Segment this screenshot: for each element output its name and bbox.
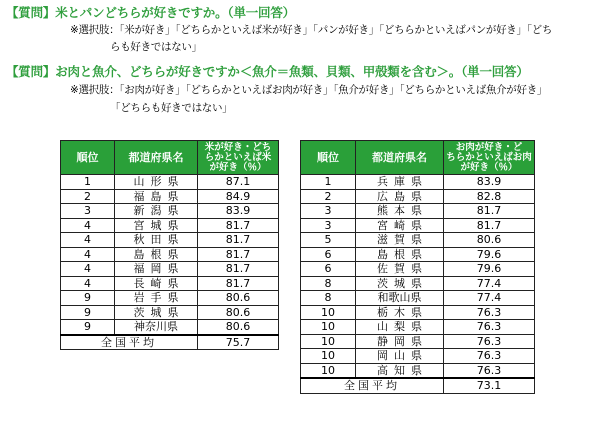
- percent-cell: 76.3: [444, 305, 535, 320]
- prefecture-cell: 兵庫県: [356, 175, 444, 190]
- table-row: [301, 320, 535, 335]
- prefecture-cell: 島根県: [115, 247, 198, 262]
- prefecture-cell: 高知県: [356, 363, 444, 378]
- percent-cell: 80.6: [198, 320, 279, 335]
- table-row: [61, 291, 279, 306]
- prefecture-cell: 静岡県: [356, 334, 444, 349]
- rank-cell: 10: [301, 320, 356, 335]
- rank-cell: 10: [301, 363, 356, 378]
- rank-header: 順位: [301, 141, 356, 175]
- percent-cell: 81.7: [198, 276, 279, 291]
- rank-cell: 3: [301, 204, 356, 219]
- prefecture-cell: 福岡県: [115, 262, 198, 277]
- rank-cell: 1: [61, 175, 115, 190]
- national-average-label: 全国平均: [301, 378, 444, 393]
- table-row: [301, 276, 535, 291]
- table-row: [301, 189, 535, 204]
- percent-cell: 76.3: [444, 349, 535, 364]
- table-row: [61, 320, 279, 335]
- question-1-options-line2: らも好きではない」: [110, 41, 202, 53]
- percent-header: [198, 141, 279, 175]
- rank-cell: 9: [61, 305, 115, 320]
- prefecture-cell: 山形県: [115, 175, 198, 190]
- rank-cell: 4: [61, 233, 115, 248]
- rank-cell: 8: [301, 276, 356, 291]
- percent-cell: 81.7: [198, 247, 279, 262]
- national-average-label: 全国平均: [61, 335, 198, 350]
- rank-cell: 9: [61, 291, 115, 306]
- table-row: [61, 233, 279, 248]
- rank-cell: 4: [61, 262, 115, 277]
- percent-cell: 81.7: [198, 218, 279, 233]
- prefecture-cell: 広島県: [356, 189, 444, 204]
- rank-cell: 6: [301, 262, 356, 277]
- percent-header-line2: らかといえば米: [204, 151, 272, 163]
- question-2-title: 【質問】お肉と魚介、どちらが好きですか＜魚介＝魚類、貝類、甲殻類を含む＞。（単一回答）: [6, 64, 529, 79]
- table-row: [301, 175, 535, 190]
- rank-cell: 2: [301, 189, 356, 204]
- percent-cell: 82.8: [444, 189, 535, 204]
- table-row: [61, 175, 279, 190]
- percent-cell: 81.7: [444, 218, 535, 233]
- percent-cell: 80.6: [444, 233, 535, 248]
- percent-cell: 76.3: [444, 363, 535, 378]
- percent-header-line2: ちらかといえばお肉: [446, 151, 532, 163]
- table-row: [301, 247, 535, 262]
- percent-header-line1: 米が好き・どち: [204, 141, 272, 153]
- table-row: [301, 262, 535, 277]
- rank-cell: 6: [301, 247, 356, 262]
- percent-cell: 81.7: [198, 262, 279, 277]
- percent-cell: 77.4: [444, 291, 535, 306]
- table-row: [301, 291, 535, 306]
- rice-ranking-table: [60, 140, 279, 350]
- prefecture-cell: 茨城県: [115, 305, 198, 320]
- table-row: [301, 204, 535, 219]
- question-2-options-line2: 「どちらも好きではない」: [110, 102, 233, 114]
- prefecture-cell: 熊本県: [356, 204, 444, 219]
- table-row: [61, 189, 279, 204]
- prefecture-cell: 佐賀県: [356, 262, 444, 277]
- percent-header-line3: が好き（％）: [460, 161, 518, 173]
- percent-header: [444, 141, 535, 175]
- table-row: [301, 218, 535, 233]
- percent-header-line3: が好き（％）: [209, 161, 267, 173]
- national-average-value: 73.1: [444, 378, 535, 393]
- table-header-row: [61, 141, 279, 175]
- prefecture-cell: 山梨県: [356, 320, 444, 335]
- percent-cell: 76.3: [444, 334, 535, 349]
- prefecture-header: 都道府県名: [356, 141, 444, 175]
- table-row: [61, 247, 279, 262]
- table-row: [301, 233, 535, 248]
- prefecture-cell: 福島県: [115, 189, 198, 204]
- national-average-row: [61, 335, 279, 350]
- table-row: [61, 218, 279, 233]
- rank-cell: 2: [61, 189, 115, 204]
- percent-cell: 80.6: [198, 305, 279, 320]
- rank-cell: 10: [301, 334, 356, 349]
- table-row: [61, 204, 279, 219]
- percent-cell: 81.7: [444, 204, 535, 219]
- prefecture-cell: 岡山県: [356, 349, 444, 364]
- rank-cell: 10: [301, 349, 356, 364]
- table-row: [61, 305, 279, 320]
- prefecture-cell: 宮崎県: [356, 218, 444, 233]
- prefecture-header: 都道府県名: [115, 141, 198, 175]
- rank-cell: 3: [61, 204, 115, 219]
- prefecture-cell: 栃木県: [356, 305, 444, 320]
- prefecture-cell: 岩手県: [115, 291, 198, 306]
- rice-table-body: [61, 175, 279, 350]
- meat-ranking-table: [300, 140, 535, 394]
- percent-cell: 84.9: [198, 189, 279, 204]
- prefecture-cell: 茨城県: [356, 276, 444, 291]
- rank-cell: 5: [301, 233, 356, 248]
- percent-cell: 79.6: [444, 247, 535, 262]
- question-1-title: 【質問】米とパンどちらが好きですか。（単一回答）: [6, 5, 295, 20]
- prefecture-cell: 長崎県: [115, 276, 198, 291]
- prefecture-cell: 神奈川県: [115, 320, 198, 335]
- prefecture-cell: 島根県: [356, 247, 444, 262]
- rank-header: 順位: [61, 141, 115, 175]
- prefecture-cell: 宮城県: [115, 218, 198, 233]
- percent-cell: 80.6: [198, 291, 279, 306]
- percent-header-line1: お肉が好き・ど: [455, 141, 523, 153]
- rank-cell: 9: [61, 320, 115, 335]
- table-row: [301, 334, 535, 349]
- table-header-row: [301, 141, 535, 175]
- rank-cell: 3: [301, 218, 356, 233]
- percent-cell: 83.9: [198, 204, 279, 219]
- prefecture-cell: 滋賀県: [356, 233, 444, 248]
- percent-cell: 87.1: [198, 175, 279, 190]
- percent-cell: 76.3: [444, 320, 535, 335]
- table-row: [301, 349, 535, 364]
- rank-cell: 4: [61, 247, 115, 262]
- prefecture-cell: 秋田県: [115, 233, 198, 248]
- rank-cell: 4: [61, 218, 115, 233]
- percent-cell: 81.7: [198, 233, 279, 248]
- prefecture-cell: 和歌山県: [356, 291, 444, 306]
- meat-table-body: [301, 175, 535, 394]
- question-2-options-line1: ※選択肢：「お肉が好き」「どちらかといえばお肉が好き」「魚介が好き」「どちらかといえば魚介が好き」: [70, 84, 548, 96]
- rank-cell: 8: [301, 291, 356, 306]
- rank-cell: 10: [301, 305, 356, 320]
- national-average-row: [301, 378, 535, 393]
- prefecture-cell: 新潟県: [115, 204, 198, 219]
- table-row: [301, 305, 535, 320]
- percent-cell: 83.9: [444, 175, 535, 190]
- rank-cell: 1: [301, 175, 356, 190]
- rank-cell: 4: [61, 276, 115, 291]
- percent-cell: 77.4: [444, 276, 535, 291]
- table-row: [301, 363, 535, 378]
- percent-cell: 79.6: [444, 262, 535, 277]
- table-row: [61, 276, 279, 291]
- table-row: [61, 262, 279, 277]
- national-average-value: 75.7: [198, 335, 279, 350]
- question-1-options-line1: ※選択肢：「米が好き」「どちらかといえば米が好き」「パンが好き」「どちらかといえばパンが好き」「どち: [70, 24, 553, 36]
